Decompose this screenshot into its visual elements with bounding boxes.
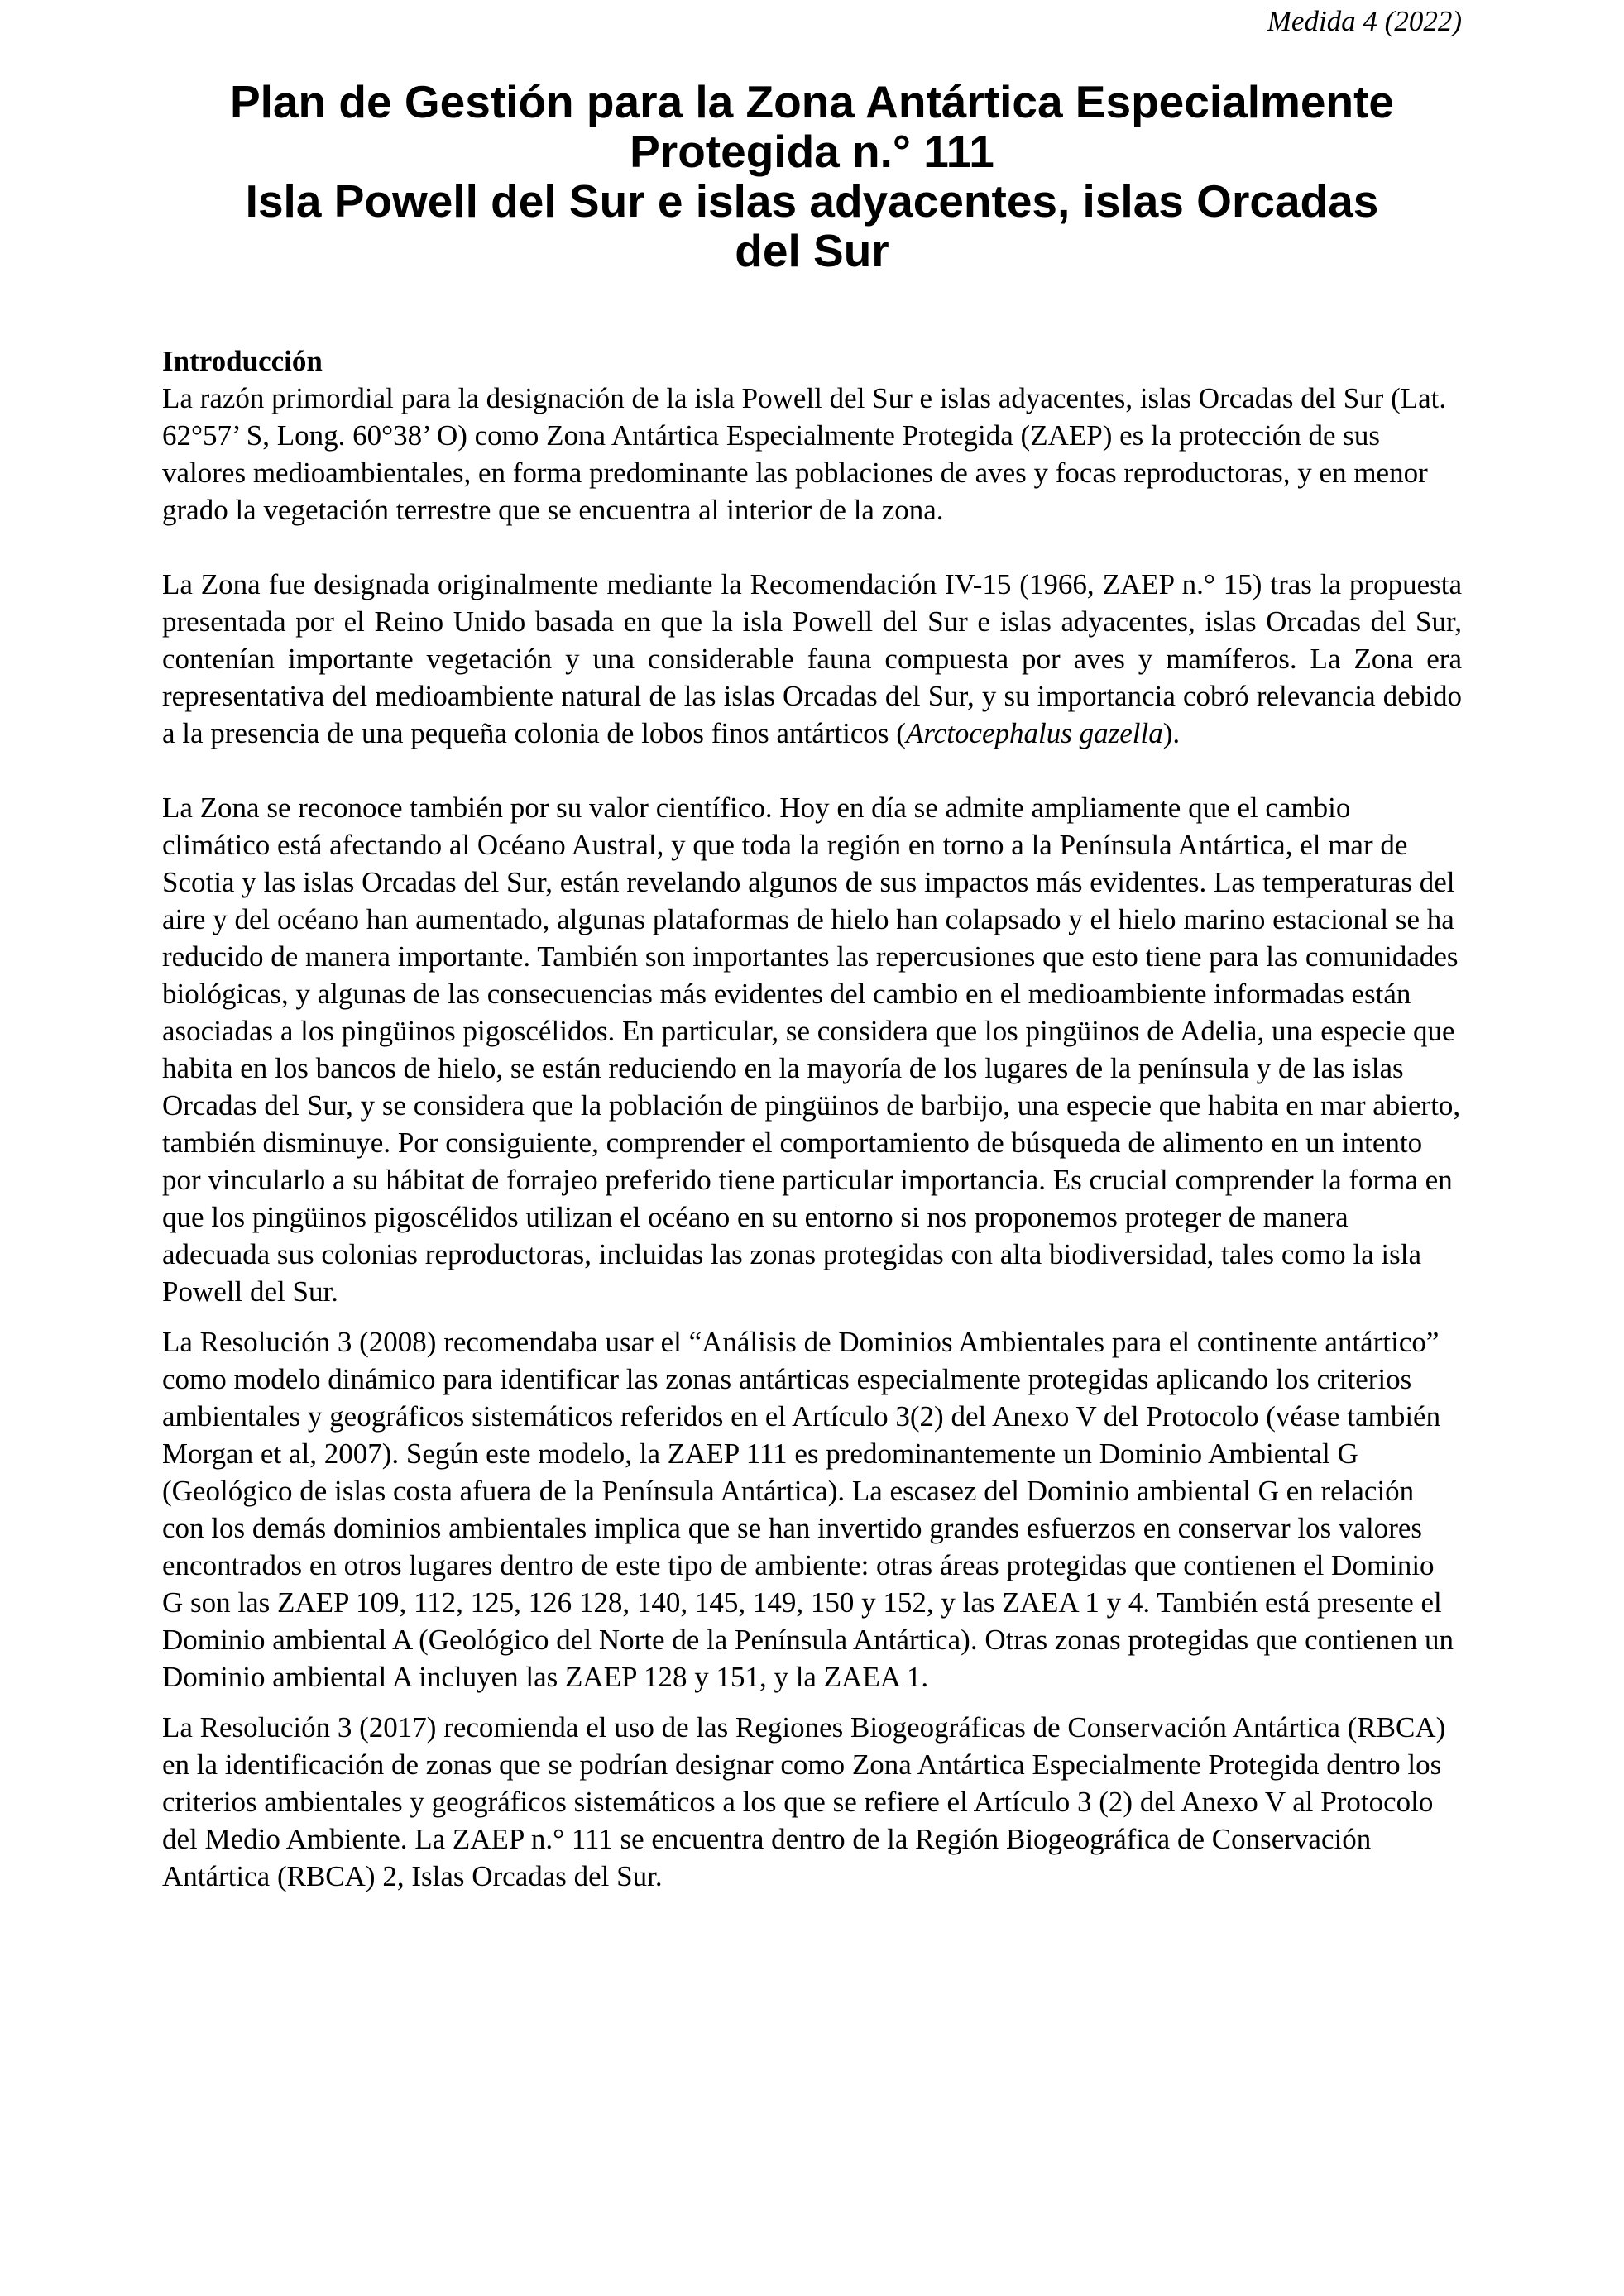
title-line-1: Plan de Gestión para la Zona Antártica Especialmente bbox=[229, 76, 1394, 127]
title-line-4: del Sur bbox=[735, 225, 889, 276]
paragraph-5: La Resolución 3 (2017) recomienda el uso de las Regiones Biogeográficas de Conservación Antártica (RBCA) en la identificación de zonas que se podrían designar como Zona Antártica Especialmente Protegida dentro los criterios ambientales y geográficos sistemáticos a los que se refiere el Artículo 3 (2) del Anexo V al Protocolo del Medio Ambiente. La ZAEP n.° 111 se encuentra dentro de la Región Biogeográfica de Conservación Antártica (RBCA) 2, Islas Orcadas del Sur. bbox=[162, 1711, 1446, 1892]
document-reference: Medida 4 (2022) bbox=[1267, 5, 1462, 37]
paragraph-2-text: La Zona fue designada originalmente mediante la Recomendación IV-15 (1966, ZAEP n.° 15) tras la propuesta presentada por el Reino Unido basada en que la isla Powell del Sur e islas adyacentes, islas Orcadas del Sur, contenían importante vegetación y una considerable fauna compuesta por aves y mamíferos. La Zona era representativa del medioambiente natural de las islas Orcadas del Sur, y su importancia cobró relevancia debido a la presencia de una pequeña colonia de lobos finos antárticos ( bbox=[162, 568, 1462, 749]
title-line-2: Protegida n.° 111 bbox=[630, 126, 994, 177]
paragraph-2-end: ). bbox=[1162, 717, 1181, 749]
section-heading-introduccion: Introducción bbox=[162, 345, 323, 377]
paragraph-3: La Zona se reconoce también por su valor científico. Hoy en día se admite ampliamente que el cambio climático está afectando al Océano Austral, y que toda la región en torno a la Península Antártica, el mar de Scotia y las islas Orcadas del Sur, están revelando algunos de sus impactos más evidentes. Las temperaturas del aire y del océano han aumentado, algunas plataformas de hielo han colapsado y el hielo marino estacional se ha reducido de manera importante. También son importantes las repercusiones que esto tiene para las comunidades biológicas, y algunas de las consecuencias más evidentes del cambio en el medioambiente informadas están asociadas a los pingüinos pigoscélidos. En particular, se considera que los pingüinos de Adelia, una especie que habita en los bancos de hielo, se están reduciendo en la mayoría de los lugares de la península y de las islas Orcadas del Sur, y se considera que la población de pingüinos de barbijo, una especie que habita en mar abierto, también disminuye. Por consiguiente, comprender el comportamiento de búsqueda de alimento en un intento por vincularlo a su hábitat de forrajeo preferido tiene particular importancia. Es crucial comprender la forma en que los pingüinos pigoscélidos utilizan el océano en su entorno si nos proponemos proteger de manera adecuada sus colonias reproductoras, incluidas las zonas protegidas con alta biodiversidad, tales como la isla Powell del Sur. bbox=[162, 792, 1461, 1308]
paragraph-2 bbox=[162, 566, 1462, 752]
species-name: Arctocephalus gazella bbox=[905, 717, 1163, 749]
document-body bbox=[162, 342, 1462, 1895]
title-line-3: Isla Powell del Sur e islas adyacentes, islas Orcadas bbox=[245, 175, 1379, 227]
paragraph-1: La razón primordial para la designación de la isla Powell del Sur e islas adyacentes, islas Orcadas del Sur (Lat. 62°57’ S, Long. 60°38’ O) como Zona Antártica Especialmente Protegida (ZAEP) es la protección de sus valores medioambientales, en forma predominante las poblaciones de aves y focas reproductoras, y en menor grado la vegetación terrestre que se encuentra al interior de la zona. bbox=[162, 382, 1447, 526]
paragraph-4: La Resolución 3 (2008) recomendaba usar el “Análisis de Dominios Ambientales para el continente antártico” como modelo dinámico para identificar las zonas antárticas especialmente protegidas aplicando los criterios ambientales y geográficos sistemáticos referidos en el Artículo 3(2) del Anexo V del Protocolo (véase también Morgan et al, 2007). Según este modelo, la ZAEP 111 es predominantemente un Dominio Ambiental G (Geológico de islas costa afuera de la Península Antártica). La escasez del Dominio ambiental G en relación con los demás dominios ambientales implica que se han invertido grandes esfuerzos en conservar los valores encontrados en otros lugares dentro de este tipo de ambiente: otras áreas protegidas que contienen el Dominio G son las ZAEP 109, 112, 125, 126 128, 140, 145, 149, 150 y 152, y las ZAEA 1 y 4. También está presente el Dominio ambiental A (Geológico del Norte de la Península Antártica). Otras zonas protegidas que contienen un Dominio ambiental A incluyen las ZAEP 128 y 151, y la ZAEA 1. bbox=[162, 1326, 1454, 1693]
document-title bbox=[162, 77, 1462, 275]
